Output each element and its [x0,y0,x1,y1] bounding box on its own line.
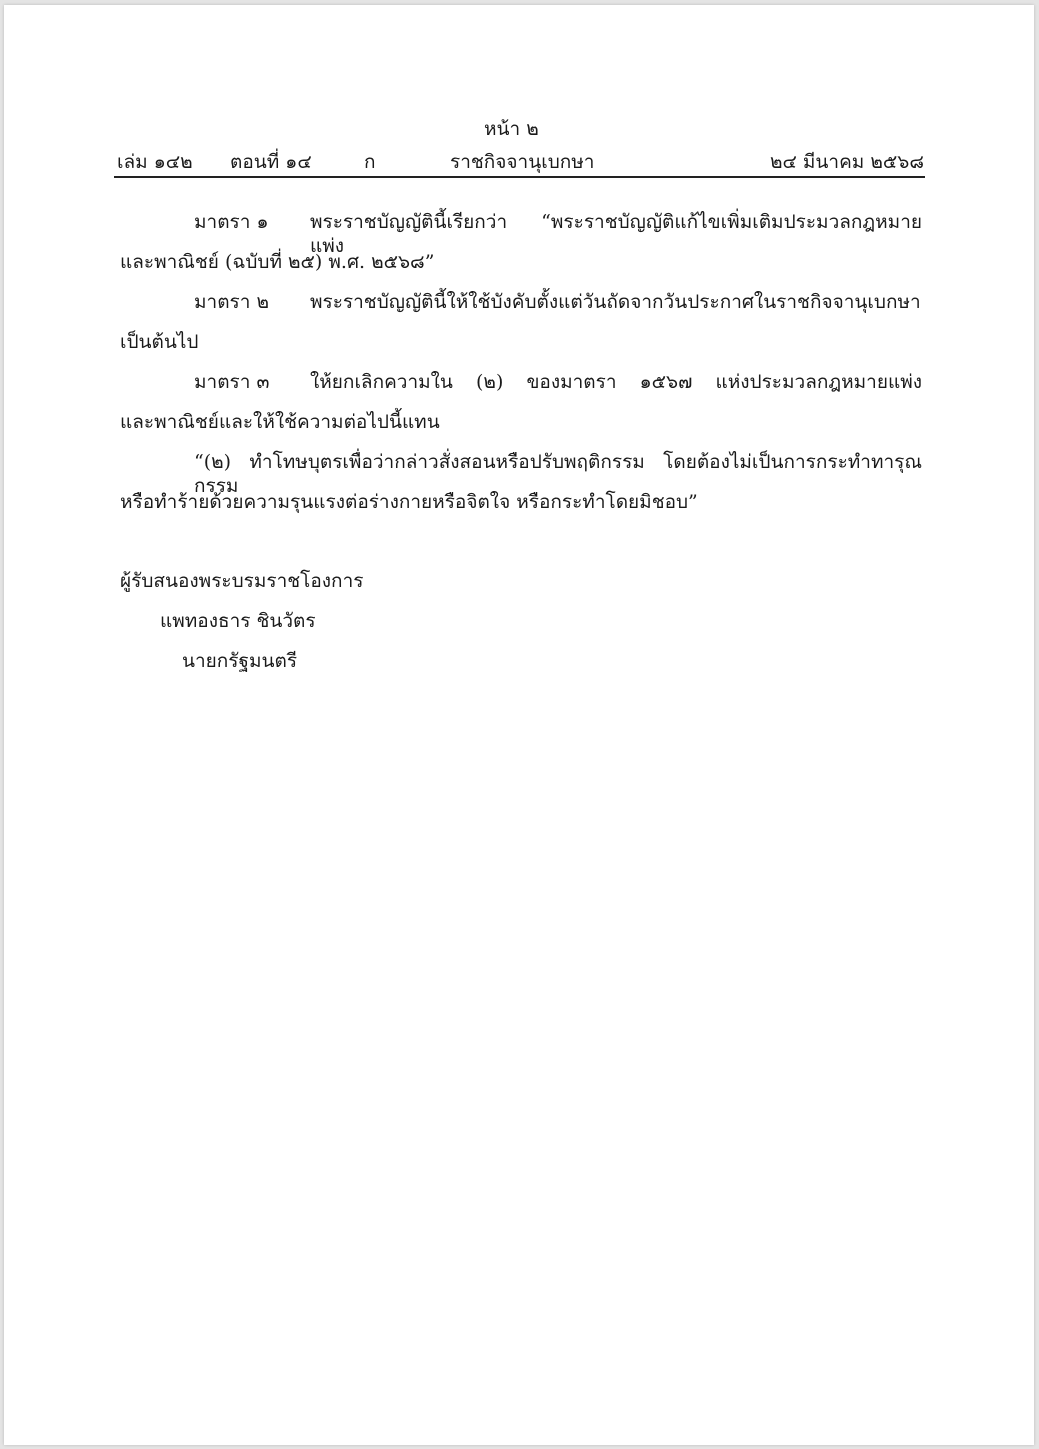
section-3-line-1: ให้ยกเลิกความใน (๒) ของมาตรา ๑๕๖๗ แห่งประมวลกฎหมายแพ่ง [310,371,922,393]
section-1-line-2: และพาณิชย์ (ฉบับที่ ๒๕) พ.ศ. ๒๕๖๘” [120,251,435,273]
signatory-position: นายกรัฐมนตรี [182,650,298,672]
section-2-label: มาตรา ๒ [194,291,269,313]
countersignature-title: ผู้รับสนองพระบรมราชโองการ [120,570,364,592]
gazette-page [4,5,1034,1445]
amended-text-line-1: “(๒) ทำโทษบุตรเพื่อว่ากล่าวสั่งสอนหรือปรับพฤติกรรม โดยต้องไม่เป็นการกระทำทารุณกรรม [194,451,922,497]
page-number: หน้า ๒ [484,118,539,140]
section-1-label: มาตรา ๑ [194,211,269,233]
volume-number: เล่ม ๑๔๒ [117,151,193,173]
signatory-name: แพทองธาร ชินวัตร [160,610,316,632]
publication-name: ราชกิจจานุเบกษา [450,151,595,173]
issue-number: ตอนที่ ๑๔ [230,151,312,173]
section-letter: ก [364,151,376,173]
section-2-line-2: เป็นต้นไป [120,331,199,353]
section-1-line-1: พระราชบัญญัตินี้เรียกว่า “พระราชบัญญัติแก้ไขเพิ่มเติมประมวลกฎหมายแพ่ง [310,211,922,257]
publication-date: ๒๔ มีนาคม ๒๕๖๘ [769,151,924,173]
amended-text-line-2: หรือทำร้ายด้วยความรุนแรงต่อร่างกายหรือจิตใจ หรือกระทำโดยมิชอบ” [120,491,698,513]
section-2-line-1: พระราชบัญญัตินี้ให้ใช้บังคับตั้งแต่วันถัดจากวันประกาศในราชกิจจานุเบกษา [310,291,921,313]
section-3-label: มาตรา ๓ [194,371,270,393]
section-3-line-2: และพาณิชย์และให้ใช้ความต่อไปนี้แทน [120,411,440,433]
header-divider [114,176,925,178]
